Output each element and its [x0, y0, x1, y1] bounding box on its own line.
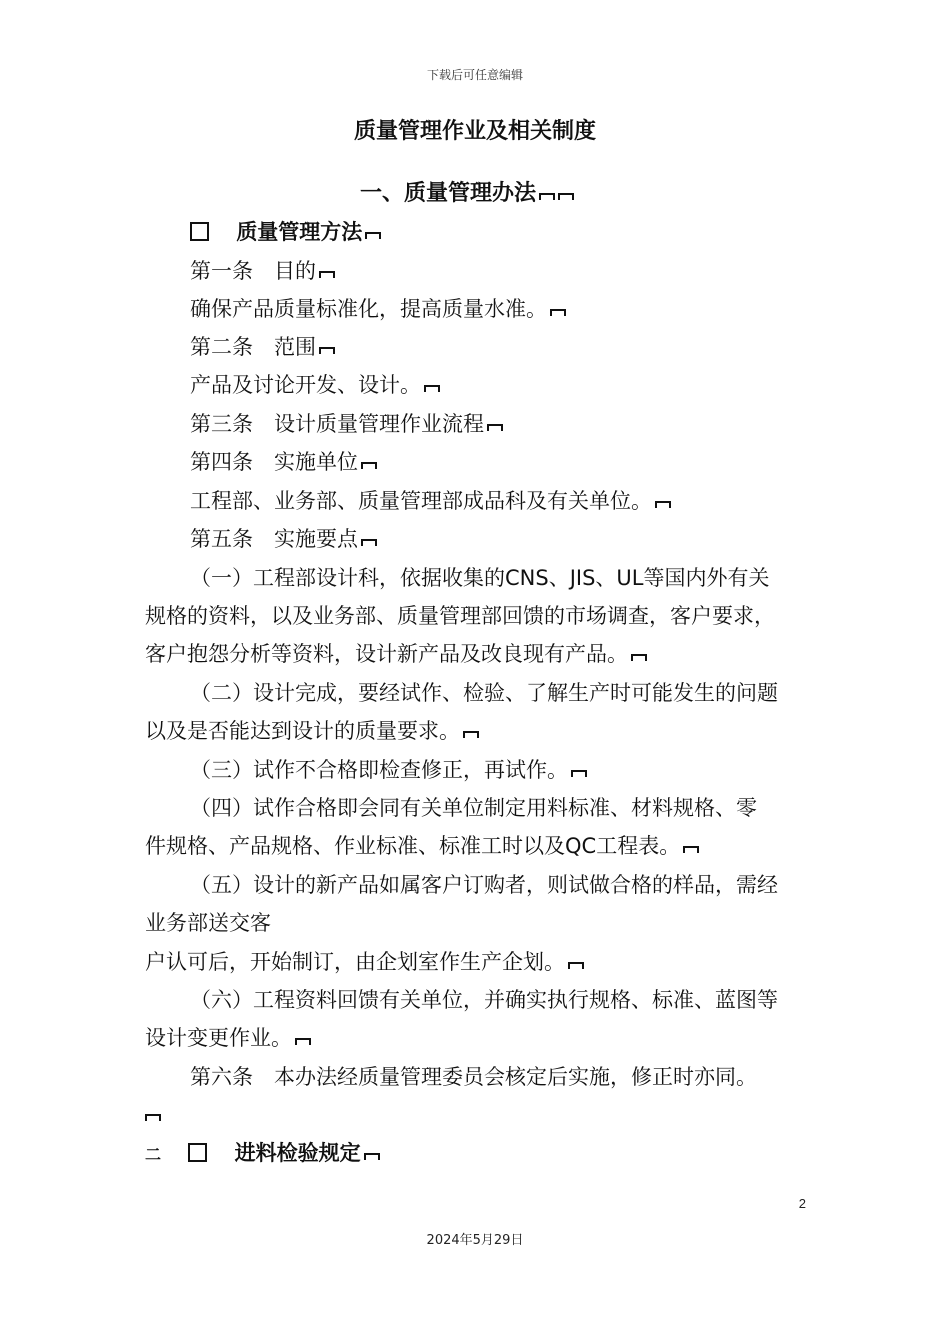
article-1-text: 第一条 目的 — [190, 259, 316, 283]
point-4-line-2 — [145, 830, 699, 860]
paragraph-mark-icon — [550, 309, 566, 316]
point-1-line-3-text: 客户抱怨分析等资料，设计新产品及改良现有产品。 — [145, 642, 628, 666]
point-5-line-1: （五）设计的新产品如属客户订购者，则试做合格的样品，需经 — [190, 873, 778, 897]
paragraph-mark-icon — [319, 347, 335, 354]
paragraph-mark-icon — [487, 424, 503, 431]
point-3-line-1-text: （三）试作不合格即检查修正，再试作。 — [190, 758, 568, 782]
point-2-line-1: （二）设计完成，要经试作、检验、了解生产时可能发生的问题 — [190, 681, 778, 705]
point-5-line-2: 业务部送交客 — [145, 911, 271, 935]
point-2-line-2-text: 以及是否能达到设计的质量要求。 — [145, 719, 460, 743]
point-1-line-1: （一）工程部设计科，依据收集的CNS、JIS、UL等国内外有关 — [190, 566, 770, 590]
paragraph-mark-icon — [295, 1038, 311, 1045]
section-heading-1-text: 一、质量管理办法 — [360, 181, 537, 206]
point-2-line-2 — [145, 715, 479, 745]
subsection-heading-2-text: 进料检验规定 — [234, 1141, 361, 1165]
subsection-heading-2 — [145, 1137, 380, 1167]
article-2-body — [190, 369, 440, 399]
article-3-text: 第三条 设计质量管理作业流程 — [190, 412, 484, 436]
article-6: 第六条 本办法经质量管理委员会核定后实施，修正时亦同。 — [190, 1065, 757, 1089]
paragraph-mark-icon — [361, 539, 377, 546]
article-2-text: 第二条 范围 — [190, 335, 316, 359]
article-1 — [190, 255, 335, 285]
page-header: 下载后可任意编辑 — [426, 68, 523, 82]
paragraph-mark-icon — [683, 846, 699, 853]
paragraph-mark-icon — [361, 462, 377, 469]
paragraph-mark-icon — [463, 731, 479, 738]
subsection-heading-1 — [190, 216, 381, 246]
point-4-line-1: （四）试作合格即会同有关单位制定用料标准、材料规格、零 — [190, 796, 757, 820]
article-3 — [190, 408, 503, 438]
paragraph-mark-icon — [539, 193, 555, 200]
point-6-line-1: （六）工程资料回馈有关单位，并确实执行规格、标准、蓝图等 — [190, 988, 778, 1012]
article-2 — [190, 331, 335, 361]
paragraph-mark-icon — [558, 193, 574, 200]
paragraph-mark-icon — [319, 271, 335, 278]
article-5-text: 第五条 实施要点 — [190, 527, 358, 551]
section-heading-1 — [360, 176, 574, 207]
article-1-body — [190, 293, 566, 323]
paragraph-mark-icon — [655, 501, 671, 508]
point-1-line-2: 规格的资料，以及业务部、质量管理部回馈的市场调查，客户要求， — [145, 604, 775, 628]
article-5 — [190, 523, 377, 553]
article-4-body — [190, 485, 671, 515]
subsection-heading-1-text: 质量管理方法 — [236, 220, 363, 244]
paragraph-mark-icon — [571, 770, 587, 777]
paragraph-mark-icon — [568, 962, 584, 969]
paragraph-mark-icon — [424, 385, 440, 392]
subsection-heading-2-number: 二 — [145, 1145, 162, 1164]
point-6-line-2 — [145, 1022, 311, 1052]
paragraph-mark-icon — [365, 232, 381, 239]
article-1-body-text: 确保产品质量标准化，提高质量水准。 — [190, 297, 547, 321]
article-4-body-text: 工程部、业务部、质量管理部成品科及有关单位。 — [190, 489, 652, 513]
article-4 — [190, 446, 377, 476]
point-3-line-1 — [190, 754, 587, 784]
point-4-line-2-text: 件规格、产品规格、作业标准、标准工时以及QC工程表。 — [145, 834, 681, 858]
paragraph-mark-icon — [631, 654, 647, 661]
point-1-line-3 — [145, 638, 647, 668]
document-title: 质量管理作业及相关制度 — [353, 119, 596, 144]
point-5-line-3 — [145, 946, 584, 976]
point-5-line-3-text: 户认可后，开始制订，由企划室作生产企划。 — [145, 950, 565, 974]
footer-date: 2024年5月29日 — [426, 1233, 524, 1248]
checkbox-square-icon — [188, 1143, 207, 1162]
article-4-text: 第四条 实施单位 — [190, 450, 358, 474]
paragraph-mark-icon — [145, 1114, 161, 1121]
paragraph-mark-line — [145, 1108, 161, 1126]
page-number: 2 — [798, 1196, 806, 1211]
point-6-line-2-text: 设计变更作业。 — [145, 1026, 292, 1050]
checkbox-square-icon — [190, 222, 209, 241]
article-2-body-text: 产品及讨论开发、设计。 — [190, 373, 421, 397]
paragraph-mark-icon — [364, 1153, 380, 1160]
